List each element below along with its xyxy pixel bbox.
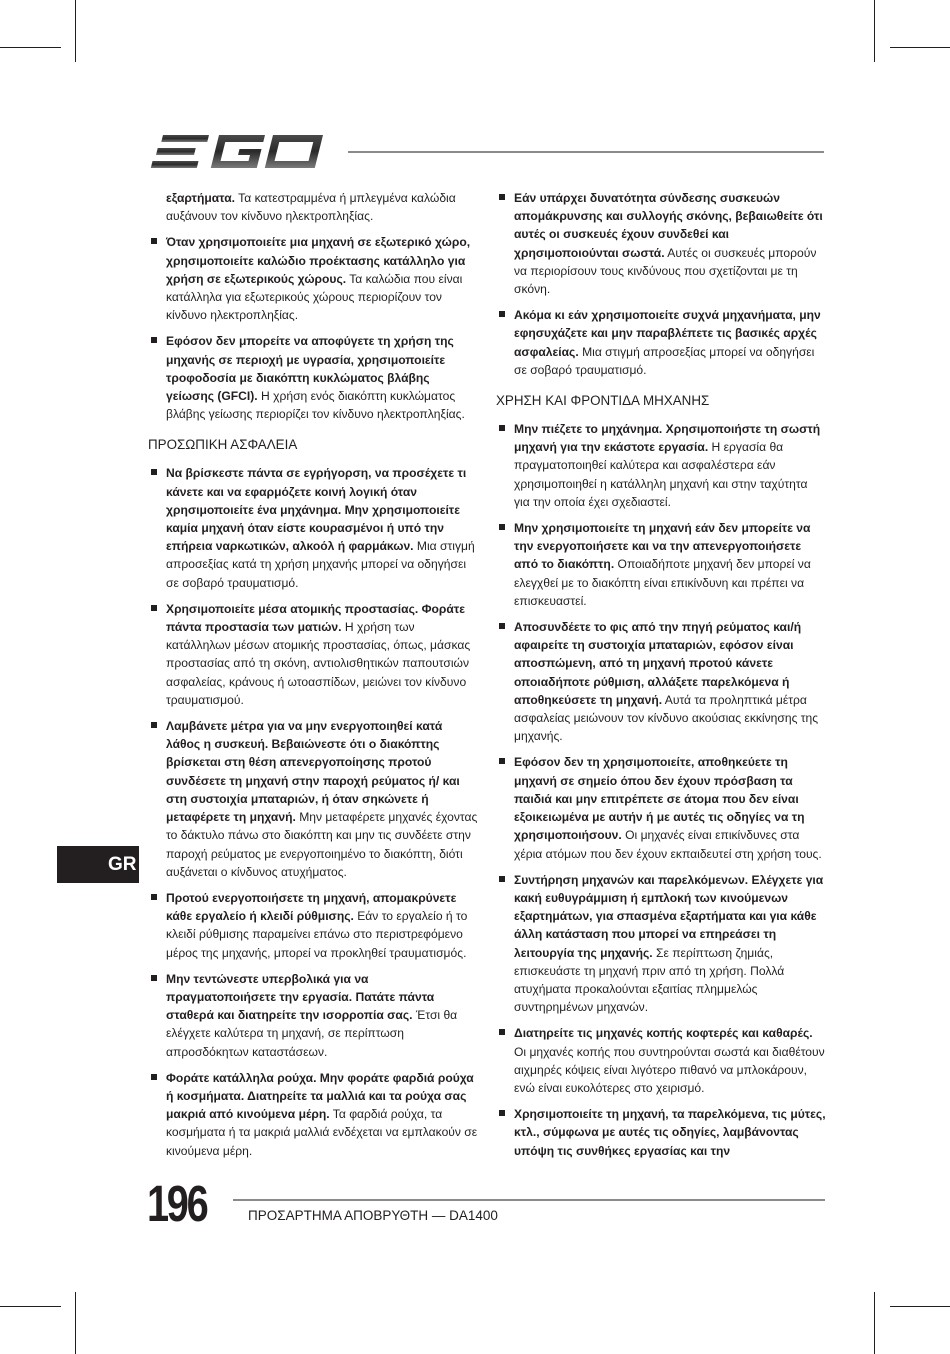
- crop-mark: [890, 47, 950, 48]
- bullet-item: Μην τεντώνεστε υπερβολικά για να πραγματοποιήσετε την εργασία. Πατάτε πάντα σταθερά και διατηρείτε την ισορροπία σας. Έτσι θα ελέγχετε καλύτερα τη μηχανή, σε περίπτωση απροσδόκητων καταστάσεων.: [148, 970, 478, 1061]
- square-bullet-icon: [151, 975, 157, 981]
- ego-logo: [150, 131, 330, 171]
- bullet-item: Μην χρησιμοποιείτε τη μηχανή εάν δεν μπορείτε να την ενεργοποιήσετε και να την απενεργοποιήσετε από το διακόπτη. Οποιαδήποτε μηχανή δεν μπορεί να ελεγχθεί με το διακόπτη είναι επικίνδυνη και πρέπει να επισκευαστεί.: [496, 519, 826, 610]
- bullet-item: Μην πιέζετε το μηχάνημα. Χρησιμοποιήστε τη σωστή μηχανή για την εκάστοτε εργασία. Η εργασία θα πραγματοποιηθεί καλύτερα και ασφαλέστερα εάν χρησιμοποιηθεί η κατάλληλη μηχανή και στην ταχύτητα για την οποία έχει σχεδιαστεί.: [496, 420, 826, 511]
- square-bullet-icon: [499, 1110, 505, 1116]
- square-bullet-icon: [151, 469, 157, 475]
- bullet-item: Φοράτε κατάλληλα ρούχα. Μην φοράτε φαρδιά ρούχα ή κοσμήματα. Διατηρείτε τα μαλλιά και τα ρούχα σας μακριά από κινούμενα μέρη. Τα φαρδιά ρούχα, τα κοσμήματα ή τα μακριά μαλλιά ενδέχεται να εμπλακούν σε κινούμενα μέρη.: [148, 1069, 478, 1160]
- square-bullet-icon: [151, 722, 157, 728]
- square-bullet-icon: [151, 605, 157, 611]
- crop-mark: [75, 0, 76, 62]
- language-tab: GR: [57, 846, 139, 883]
- bullet-item: Εφόσον δεν τη χρησιμοποιείτε, αποθηκεύετε τη μηχανή σε σημείο όπου δεν έχουν πρόσβαση τα παιδιά και μην επιτρέπετε σε άτομα που δεν είναι εξοικειωμένα με αυτήν ή με αυτές τις οδηγίες να τη χρησιμοποιήσουν. Οι μηχανές είναι επικίνδυνες στα χέρια ατόμων που δεν έχουν εκπαιδευτεί στη χρήση τους.: [496, 753, 826, 862]
- bullet-item: Συντήρηση μηχανών και παρελκόμενων. Ελέγχετε για κακή ευθυγράμμιση ή εμπλοκή των κινούμενων εξαρτημάτων, για σπασμένα εξαρτήματα και για κάθε άλλη κατάσταση που μπορεί να επηρεάσει τη λειτουργία της μηχανής. Σε περίπτωση ζημιάς, επισκευάστε τη μηχανή πριν από τη χρήση. Πολλά ατυχήματα προκαλούνται εξαιτίας πλημμελώς συντηρημένων μηχανών.: [496, 871, 826, 1017]
- continuation-paragraph: εξαρτήματα. Τα κατεστραμμένα ή μπλεγμένα καλώδια αυξάνουν τον κίνδυνο ηλεκτροπληξίας.: [166, 191, 456, 224]
- square-bullet-icon: [499, 623, 505, 629]
- bullet-item: Όταν χρησιμοποιείτε μια μηχανή σε εξωτερικό χώρο, χρησιμοποιείτε καλώδιο προέκτασης κατάλληλο για χρήση σε εξωτερικούς χώρους. Τα καλώδια που είναι κατάλληλα για εξωτερικούς χώρους περιορίζουν τον κίνδυνο ηλεκτροπληξίας.: [148, 233, 478, 324]
- square-bullet-icon: [499, 758, 505, 764]
- square-bullet-icon: [499, 876, 505, 882]
- bullet-item: Χρησιμοποιείτε τη μηχανή, τα παρελκόμενα, τις μύτες, κτλ., σύμφωνα με αυτές τις οδηγίες, λαμβάνοντας υπόψη τις συνθήκες εργασίας και την: [496, 1105, 826, 1160]
- crop-mark: [874, 1292, 875, 1354]
- square-bullet-icon: [151, 238, 157, 244]
- bullet-item: Εάν υπάρχει δυνατότητα σύνδεσης συσκευών απομάκρυνσης και συλλογής σκόνης, βεβαιωθείτε ότι αυτές οι συσκευές έχουν συνδεθεί και χρησιμοποιούνται σωστά. Αυτές οι συσκευές μπορούν να περιορίσουν τους κινδύνους που σχετίζονται με τη σκόνη.: [496, 189, 826, 298]
- crop-mark: [0, 1306, 61, 1307]
- header-rule: [348, 151, 824, 153]
- crop-mark: [0, 47, 61, 48]
- bullet-item: Να βρίσκεστε πάντα σε εγρήγορση, να προσέχετε τι κάνετε και να εφαρμόζετε κοινή λογική όταν χρησιμοποιείτε ένα μηχάνημα. Μην χρησιμοποιείτε καμία μηχανή όταν είστε κουρασμένοι ή υπό την επήρεια ναρκωτικών, αλκοόλ ή φαρμάκων. Μια στιγμή απροσεξίας κατά τη χρήση μηχανής μπορεί να οδηγήσει σε σοβαρό τραυματισμό.: [148, 464, 478, 591]
- page-number: 196: [147, 1175, 207, 1232]
- square-bullet-icon: [151, 1074, 157, 1080]
- square-bullet-icon: [499, 1029, 505, 1035]
- crop-mark: [874, 0, 875, 62]
- left-column: [148, 189, 478, 1168]
- square-bullet-icon: [499, 311, 505, 317]
- section-heading: ΧΡΗΣΗ ΚΑΙ ΦΡΟΝΤΙΔΑ ΜΗΧΑΝΗΣ: [496, 393, 710, 409]
- bullet-item: Προτού ενεργοποιήσετε τη μηχανή, απομακρύνετε κάθε εργαλείο ή κλειδί ρύθμισης. Εάν το εργαλείο ή το κλειδί ρύθμισης παραμείνει επάνω στο περιστρεφόμενο μέρος της μηχανής, μπορεί να προκληθεί τραυματισμός.: [148, 889, 478, 962]
- section-heading: ΠΡΟΣΩΠΙΚΗ ΑΣΦΑΛΕΙΑ: [148, 437, 298, 453]
- bullet-item: Χρησιμοποιείτε μέσα ατομικής προστασίας. Φοράτε πάντα προστασία των ματιών. Η χρήση των κατάλληλων μέσων ατομικής προστασίας, όπως, μάσκας προστασίας από τη σκόνη, αντιολισθητικών παπουτσιών ασφαλείας, κράνους ή ωτοασπίδων, μειώνει τον κίνδυνο τραυματισμού.: [148, 600, 478, 709]
- bullet-item: Εφόσον δεν μπορείτε να αποφύγετε τη χρήση της μηχανής σε περιοχή με υγρασία, χρησιμοποιείτε τροφοδοσία με διακόπτη κυκλώματος βλάβης γείωσης (GFCI). Η χρήση ενός διακόπτη κυκλώματος βλάβης γείωσης περιορίζει τον κίνδυνο ηλεκτροπληξίας.: [148, 332, 478, 423]
- square-bullet-icon: [499, 524, 505, 530]
- bullet-item: Ακόμα κι εάν χρησιμοποιείτε συχνά μηχανήματα, μην εφησυχάζετε και μην παραβλέπετε τις βασικές αρχές ασφαλείας. Μια στιγμή απροσεξίας μπορεί να οδηγήσει σε σοβαρό τραυματισμό.: [496, 306, 826, 379]
- square-bullet-icon: [499, 425, 505, 431]
- bullet-item: Λαμβάνετε μέτρα για να μην ενεργοποιηθεί κατά λάθος η συσκευή. Βεβαιώνεστε ότι ο διακόπτης βρίσκεται στη θέση απενεργοποίησης προτού συνδέσετε τη μηχανή στην παροχή ρεύματος ή/ και στη συστοιχία μπαταριών, ή όταν σηκώνετε ή μεταφέρετε τη μηχανή. Μην μεταφέρετε μηχανές έχοντας το δάκτυλο πάνω στο διακόπτη και μην τις συνδέετε στην παροχή ρεύματος με ενεργοποιημένο το διακόπτη, διότι αυξάνεται ο κίνδυνος ατυχήματος.: [148, 717, 478, 881]
- square-bullet-icon: [151, 337, 157, 343]
- right-column: [496, 189, 826, 1168]
- square-bullet-icon: [499, 194, 505, 200]
- crop-mark: [75, 1292, 76, 1354]
- bullet-item: Διατηρείτε τις μηχανές κοπής κοφτερές και καθαρές. Οι μηχανές κοπής που συντηρούνται σωστά και διαθέτουν αιχμηρές κόψεις είναι λιγότερο πιθανό να μπλοκάρουν, ενώ είναι ευκολότερες στο χειρισμό.: [496, 1024, 826, 1097]
- footer-text: ΠΡΟΣΑΡΤΗΜΑ ΑΠΟΒΡΥΘΤΗ — DA1400: [248, 1208, 498, 1223]
- bullet-item: Αποσυνδέετε το φις από την πηγή ρεύματος και/ή αφαιρείτε τη συστοιχία μπαταριών, εφόσον είναι αποσπώμενη, από τη μηχανή προτού κάνετε οποιαδήποτε ρύθμιση, αλλάξετε παρελκόμενα ή αποθηκεύσετε τη μηχανή. Αυτά τα προληπτικά μέτρα ασφαλείας μειώνουν τον κίνδυνο ακούσιας εκκίνησης της μηχανής.: [496, 618, 826, 745]
- crop-mark: [890, 1306, 950, 1307]
- footer-rule: [233, 1199, 825, 1201]
- square-bullet-icon: [151, 894, 157, 900]
